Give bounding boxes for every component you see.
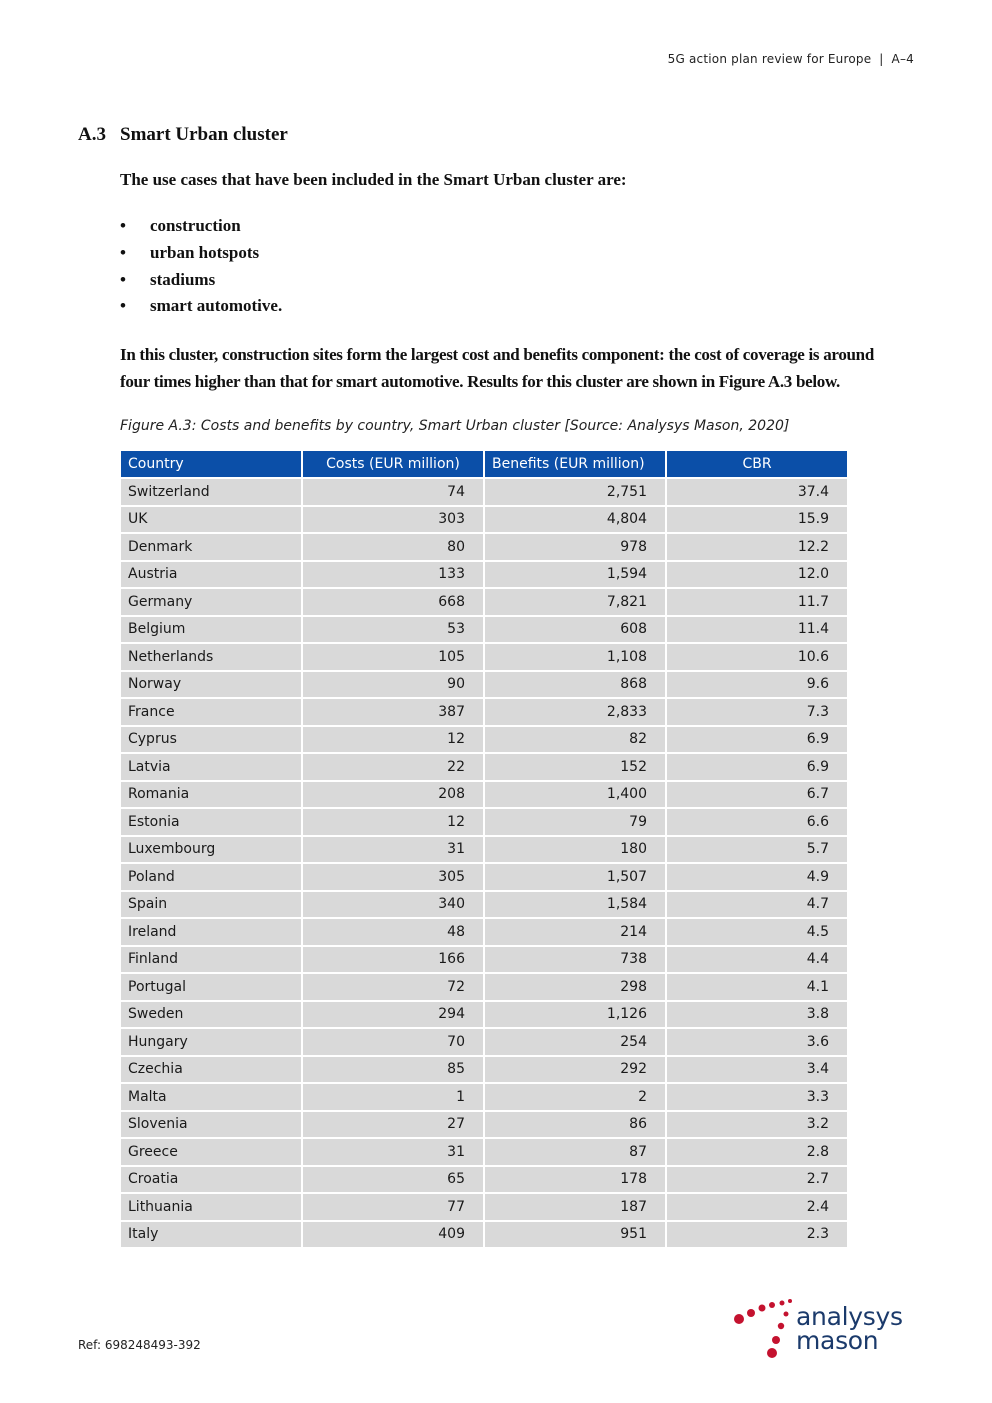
bullet-icon: • xyxy=(120,242,126,262)
costs-benefits-table xyxy=(119,449,849,1249)
cell-benefits: 187 xyxy=(485,1194,665,1220)
cell-cbr: 11.7 xyxy=(667,589,847,615)
list-item-text: stadiums xyxy=(150,269,216,289)
cell-benefits: 2,751 xyxy=(485,479,665,505)
list-item xyxy=(120,295,282,322)
table-body xyxy=(121,479,847,1247)
cell-cbr: 5.7 xyxy=(667,837,847,863)
cell-cbr: 4.1 xyxy=(667,974,847,1000)
bullet-icon: • xyxy=(120,269,126,289)
table-header-row xyxy=(121,451,847,477)
table-row xyxy=(121,1112,847,1138)
cell-costs: 31 xyxy=(303,1139,483,1165)
analysys-mason-logo xyxy=(732,1296,917,1360)
cell-costs: 48 xyxy=(303,919,483,945)
cell-costs: 133 xyxy=(303,562,483,588)
cell-costs: 31 xyxy=(303,837,483,863)
cell-costs: 166 xyxy=(303,947,483,973)
cell-costs: 70 xyxy=(303,1029,483,1055)
table-row xyxy=(121,1057,847,1083)
cell-cbr: 6.6 xyxy=(667,809,847,835)
cell-costs: 387 xyxy=(303,699,483,725)
cell-costs: 208 xyxy=(303,782,483,808)
list-item xyxy=(120,215,282,242)
use-case-list xyxy=(120,215,282,322)
cell-cbr: 4.5 xyxy=(667,919,847,945)
cell-country: Belgium xyxy=(121,617,301,643)
body-paragraph: In this cluster, construction sites form the largest cost and benefits component: the cost of coverage is around four times higher than that for smart automotive. Results for this cluster are shown in Figure A.3 below. xyxy=(120,345,874,391)
table-row xyxy=(121,1167,847,1193)
cell-costs: 22 xyxy=(303,754,483,780)
cell-country: Greece xyxy=(121,1139,301,1165)
cell-benefits: 178 xyxy=(485,1167,665,1193)
cell-benefits: 7,821 xyxy=(485,589,665,615)
header-separator: | xyxy=(879,52,884,66)
column-header: CBR xyxy=(667,451,847,477)
cell-country: Luxembourg xyxy=(121,837,301,863)
cell-cbr: 2.7 xyxy=(667,1167,847,1193)
cell-cbr: 15.9 xyxy=(667,507,847,533)
cell-cbr: 2.8 xyxy=(667,1139,847,1165)
table-row xyxy=(121,479,847,505)
cell-country: Netherlands xyxy=(121,644,301,670)
cell-benefits: 1,507 xyxy=(485,864,665,890)
running-header xyxy=(668,52,914,66)
cell-benefits: 180 xyxy=(485,837,665,863)
cell-country: Norway xyxy=(121,672,301,698)
table-row xyxy=(121,947,847,973)
cell-costs: 80 xyxy=(303,534,483,560)
cell-benefits: 1,584 xyxy=(485,892,665,918)
table-row xyxy=(121,727,847,753)
logo-word-analysys: analysys xyxy=(796,1302,903,1331)
cell-country: Czechia xyxy=(121,1057,301,1083)
cell-country: Estonia xyxy=(121,809,301,835)
cell-costs: 294 xyxy=(303,1002,483,1028)
cell-country: Germany xyxy=(121,589,301,615)
cell-benefits: 2,833 xyxy=(485,699,665,725)
cell-country: Denmark xyxy=(121,534,301,560)
cell-cbr: 12.0 xyxy=(667,562,847,588)
table-row xyxy=(121,589,847,615)
cell-benefits: 1,126 xyxy=(485,1002,665,1028)
cell-cbr: 6.9 xyxy=(667,754,847,780)
table-row xyxy=(121,562,847,588)
cell-benefits: 1,400 xyxy=(485,782,665,808)
cell-country: Romania xyxy=(121,782,301,808)
bullet-icon: • xyxy=(120,216,126,235)
cell-country: Malta xyxy=(121,1084,301,1110)
table-row xyxy=(121,1194,847,1220)
cell-costs: 105 xyxy=(303,644,483,670)
cell-cbr: 6.7 xyxy=(667,782,847,808)
cell-benefits: 292 xyxy=(485,1057,665,1083)
cell-costs: 85 xyxy=(303,1057,483,1083)
list-item xyxy=(120,269,282,296)
cell-country: Sweden xyxy=(121,1002,301,1028)
table-row xyxy=(121,974,847,1000)
table-row xyxy=(121,754,847,780)
cell-cbr: 11.4 xyxy=(667,617,847,643)
cell-country: Latvia xyxy=(121,754,301,780)
cell-benefits: 214 xyxy=(485,919,665,945)
cell-country: Slovenia xyxy=(121,1112,301,1138)
cell-benefits: 951 xyxy=(485,1222,665,1248)
table-row xyxy=(121,782,847,808)
cell-cbr: 4.7 xyxy=(667,892,847,918)
cell-country: France xyxy=(121,699,301,725)
column-header: Costs (EUR million) xyxy=(303,451,483,477)
list-item xyxy=(120,242,282,269)
cell-country: Croatia xyxy=(121,1167,301,1193)
table-row xyxy=(121,1084,847,1110)
cell-cbr: 9.6 xyxy=(667,672,847,698)
intro-text: The use cases that have been included in the Smart Urban cluster are: xyxy=(120,170,627,189)
cell-benefits: 254 xyxy=(485,1029,665,1055)
cell-costs: 340 xyxy=(303,892,483,918)
cell-country: Ireland xyxy=(121,919,301,945)
cell-costs: 409 xyxy=(303,1222,483,1248)
cell-costs: 65 xyxy=(303,1167,483,1193)
bullet-icon: • xyxy=(120,296,126,316)
table-row xyxy=(121,699,847,725)
cell-benefits: 2 xyxy=(485,1084,665,1110)
cell-costs: 74 xyxy=(303,479,483,505)
cell-cbr: 12.2 xyxy=(667,534,847,560)
cell-costs: 12 xyxy=(303,727,483,753)
table-row xyxy=(121,534,847,560)
cell-country: Hungary xyxy=(121,1029,301,1055)
cell-country: Finland xyxy=(121,947,301,973)
figure-caption: Figure A.3: Costs and benefits by country, Smart Urban cluster [Source: Analysys Mason, 2020] xyxy=(120,418,790,434)
table-row xyxy=(121,809,847,835)
cell-cbr: 3.2 xyxy=(667,1112,847,1138)
cell-benefits: 79 xyxy=(485,809,665,835)
cell-country: Portugal xyxy=(121,974,301,1000)
cell-benefits: 978 xyxy=(485,534,665,560)
cell-cbr: 7.3 xyxy=(667,699,847,725)
cell-cbr: 2.3 xyxy=(667,1222,847,1248)
table-row xyxy=(121,644,847,670)
table-row xyxy=(121,864,847,890)
table-row xyxy=(121,1222,847,1248)
table-row xyxy=(121,1002,847,1028)
header-page-number: A–4 xyxy=(891,52,914,66)
cell-country: UK xyxy=(121,507,301,533)
logo-word-mason: mason xyxy=(796,1326,879,1355)
cell-country: Switzerland xyxy=(121,479,301,505)
cell-cbr: 4.4 xyxy=(667,947,847,973)
cell-costs: 77 xyxy=(303,1194,483,1220)
table-row xyxy=(121,617,847,643)
cell-costs: 53 xyxy=(303,617,483,643)
cell-costs: 668 xyxy=(303,589,483,615)
cell-costs: 303 xyxy=(303,507,483,533)
cell-costs: 12 xyxy=(303,809,483,835)
table-row xyxy=(121,919,847,945)
footer-reference: Ref: 698248493-392 xyxy=(78,1338,201,1352)
header-doc-title: 5G action plan review for Europe xyxy=(667,52,872,66)
cell-costs: 305 xyxy=(303,864,483,890)
cell-cbr: 3.3 xyxy=(667,1084,847,1110)
cell-cbr: 2.4 xyxy=(667,1194,847,1220)
cell-cbr: 10.6 xyxy=(667,644,847,670)
cell-country: Spain xyxy=(121,892,301,918)
logo-dots-icon xyxy=(732,1296,796,1360)
table-row xyxy=(121,507,847,533)
cell-benefits: 1,108 xyxy=(485,644,665,670)
cell-benefits: 1,594 xyxy=(485,562,665,588)
cell-country: Austria xyxy=(121,562,301,588)
list-item-text: construction xyxy=(150,216,241,235)
cell-cbr: 4.9 xyxy=(667,864,847,890)
list-item-text: urban hotspots xyxy=(150,242,260,262)
cell-benefits: 82 xyxy=(485,727,665,753)
table-row xyxy=(121,1139,847,1165)
table-row xyxy=(121,672,847,698)
cell-benefits: 86 xyxy=(485,1112,665,1138)
column-header: Country xyxy=(121,451,301,477)
cell-benefits: 4,804 xyxy=(485,507,665,533)
cell-benefits: 152 xyxy=(485,754,665,780)
cell-cbr: 3.6 xyxy=(667,1029,847,1055)
cell-country: Lithuania xyxy=(121,1194,301,1220)
cell-cbr: 6.9 xyxy=(667,727,847,753)
cell-costs: 27 xyxy=(303,1112,483,1138)
section-title: Smart Urban cluster xyxy=(120,124,288,145)
cell-country: Italy xyxy=(121,1222,301,1248)
list-item-text: smart automotive. xyxy=(150,296,283,316)
table-row xyxy=(121,892,847,918)
cell-benefits: 738 xyxy=(485,947,665,973)
cell-benefits: 298 xyxy=(485,974,665,1000)
cell-cbr: 3.8 xyxy=(667,1002,847,1028)
section-number: A.3 xyxy=(78,124,106,145)
cell-benefits: 608 xyxy=(485,617,665,643)
cell-cbr: 3.4 xyxy=(667,1057,847,1083)
cell-benefits: 868 xyxy=(485,672,665,698)
section-heading xyxy=(78,124,288,146)
cell-country: Poland xyxy=(121,864,301,890)
table-row xyxy=(121,1029,847,1055)
cell-benefits: 87 xyxy=(485,1139,665,1165)
cell-costs: 72 xyxy=(303,974,483,1000)
cell-costs: 1 xyxy=(303,1084,483,1110)
cell-costs: 90 xyxy=(303,672,483,698)
column-header: Benefits (EUR million) xyxy=(485,451,665,477)
table-row xyxy=(121,837,847,863)
cell-country: Cyprus xyxy=(121,727,301,753)
cell-cbr: 37.4 xyxy=(667,479,847,505)
